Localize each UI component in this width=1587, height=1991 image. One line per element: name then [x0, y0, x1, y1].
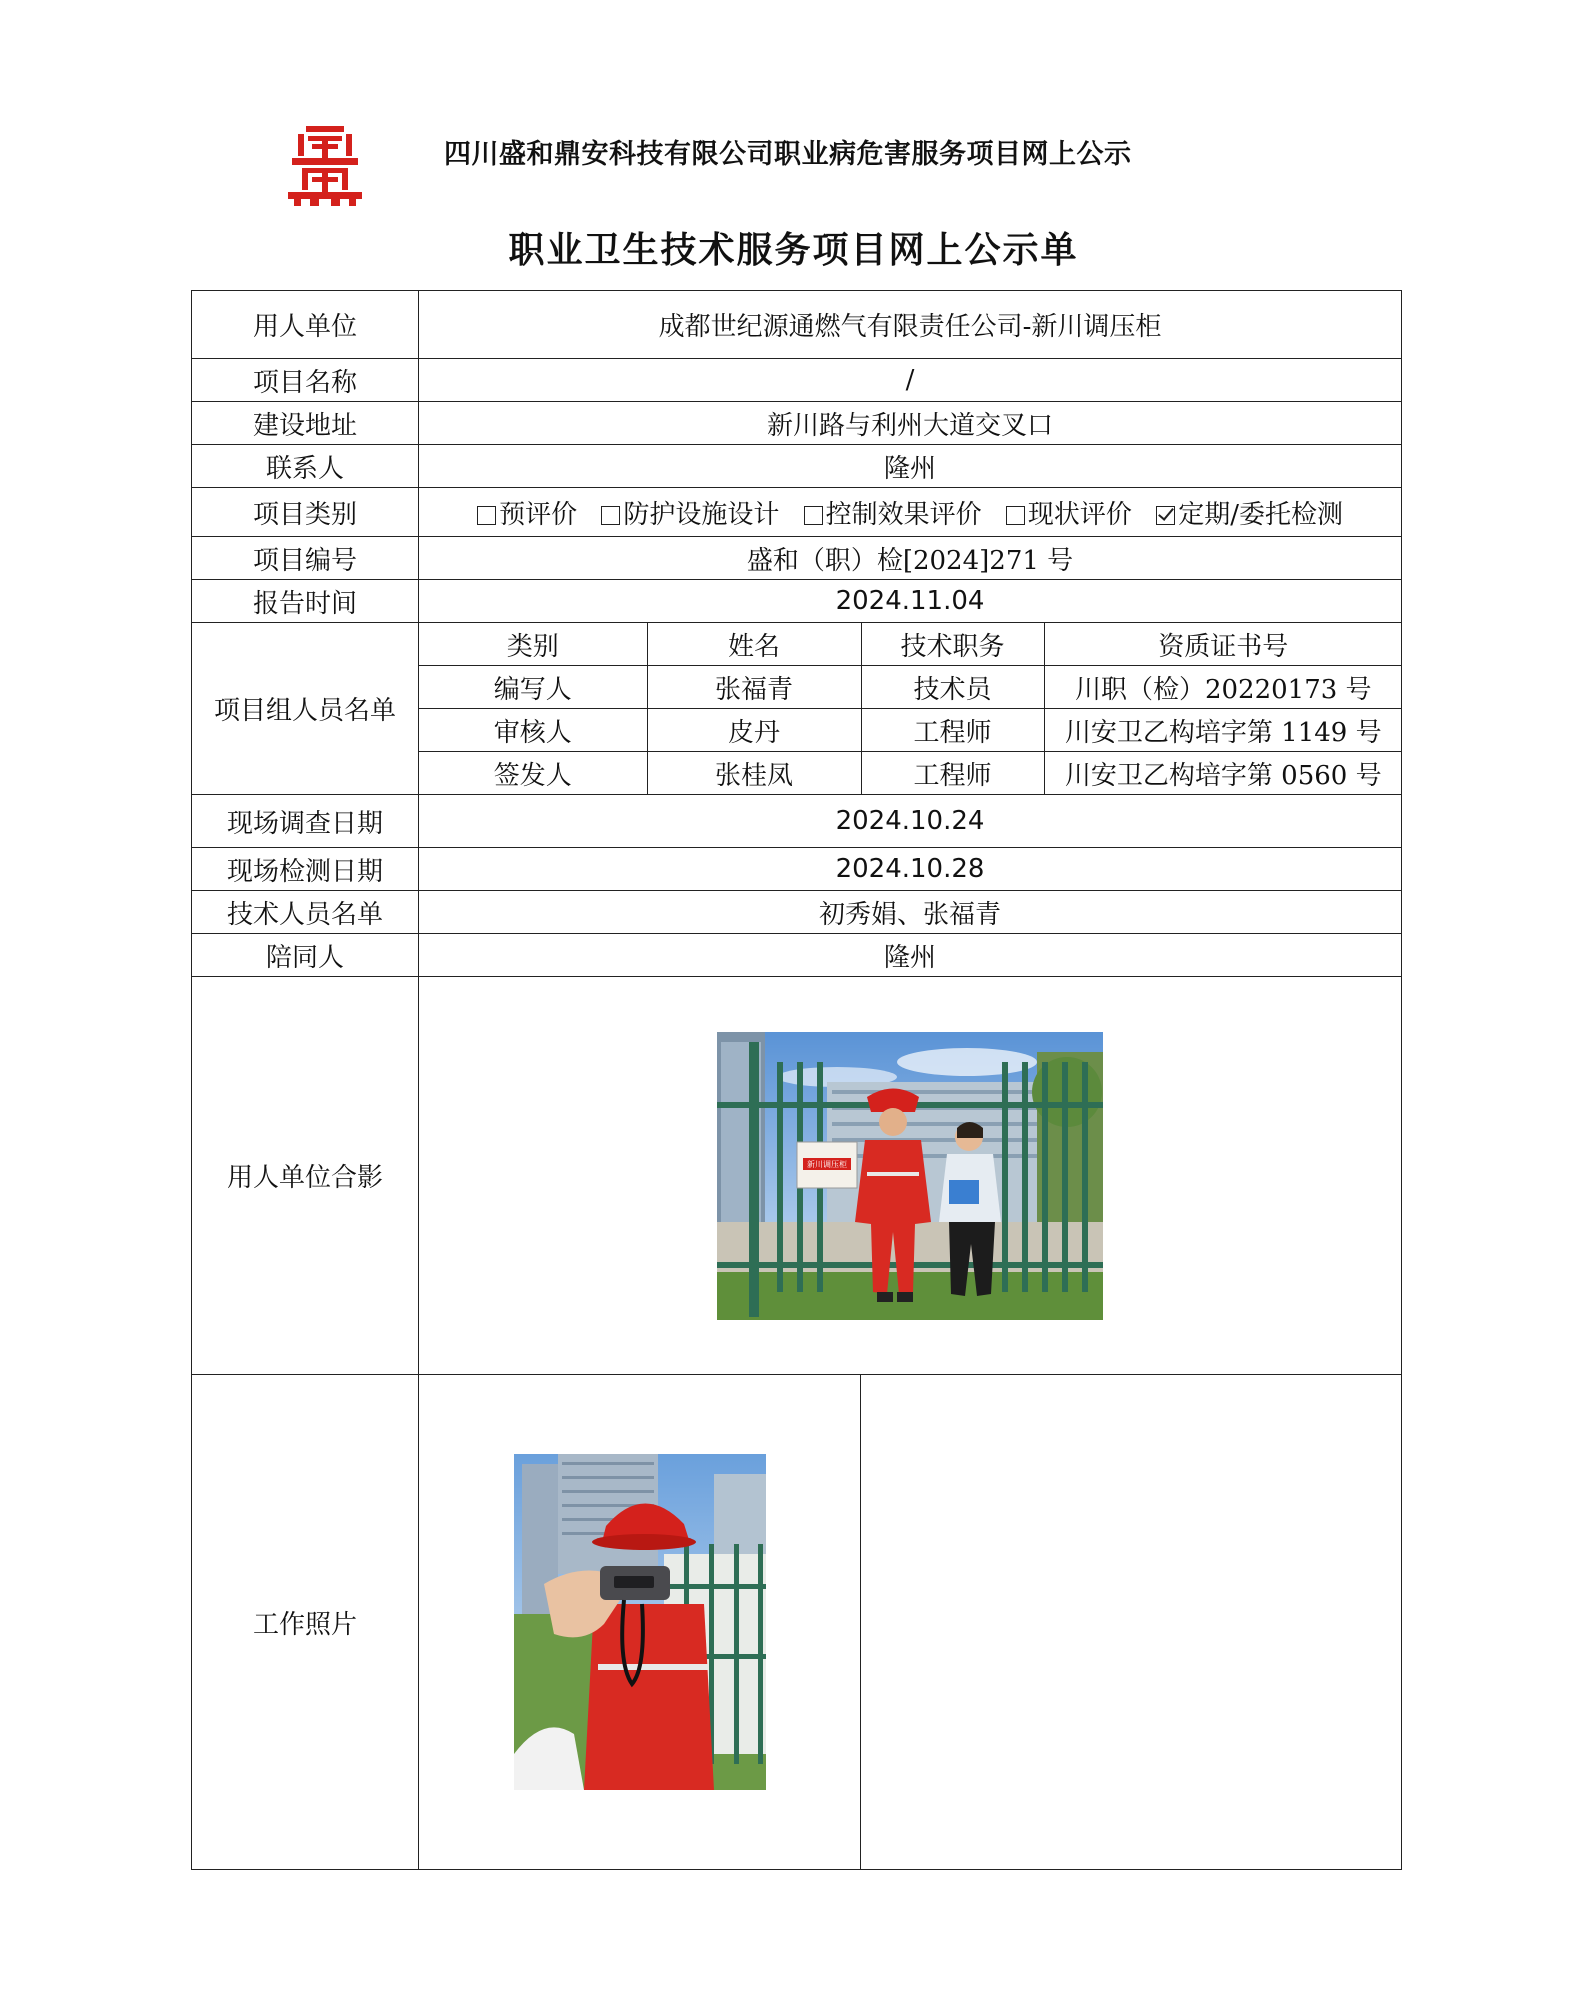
- team-header-row: [419, 623, 1402, 666]
- empty-photo-cell: [861, 1375, 1402, 1870]
- row-contact: [192, 445, 1402, 488]
- checkbox-unchecked-icon: [601, 506, 620, 525]
- team-cell-name: 皮丹: [647, 709, 861, 752]
- address-label: 建设地址: [192, 402, 419, 445]
- row-work-photo: [192, 1375, 1402, 1870]
- technicians-value: 初秀娟、张福青: [419, 891, 1402, 934]
- project-no-label: 项目编号: [192, 537, 419, 580]
- category-label: 项目类别: [192, 488, 419, 537]
- team-cell-certificate: 川安卫乙构培字第 0560 号: [1044, 752, 1402, 795]
- test-date-label: 现场检测日期: [192, 848, 419, 891]
- company-line: 四川盛和鼎安科技有限公司职业病危害服务项目网上公示: [444, 139, 1132, 170]
- team-cell-title: 技术员: [861, 666, 1044, 709]
- report-time-label: 报告时间: [192, 580, 419, 623]
- team-table: [419, 623, 1402, 794]
- technicians-label: 技术人员名单: [192, 891, 419, 934]
- checkbox-checked-icon: [1156, 506, 1175, 525]
- page-header: [288, 126, 1288, 206]
- team-cell-name: 张桂凤: [647, 752, 861, 795]
- row-test-date: [192, 848, 1402, 891]
- row-address: [192, 402, 1402, 445]
- employer-value: 成都世纪源通燃气有限责任公司-新川调压柜: [419, 291, 1402, 359]
- team-cell-name: 张福青: [647, 666, 861, 709]
- contact-label: 联系人: [192, 445, 419, 488]
- survey-date-value: 2024.10.24: [419, 795, 1402, 848]
- category-options: [419, 488, 1402, 537]
- checkbox-unchecked-icon: [804, 506, 823, 525]
- team-cell-role: 审核人: [419, 709, 647, 752]
- row-project-name: [192, 359, 1402, 402]
- team-cell-title: 工程师: [861, 752, 1044, 795]
- group-photo-label: 用人单位合影: [192, 977, 419, 1375]
- team-cell-title: 工程师: [861, 709, 1044, 752]
- company-logo-icon: [288, 126, 362, 206]
- work-photo-label: 工作照片: [192, 1375, 419, 1870]
- category-option-control-effect: 控制效果评价: [804, 500, 982, 530]
- work-photo: [514, 1454, 766, 1790]
- team-header-name: 姓名: [647, 623, 861, 666]
- row-project-no: [192, 537, 1402, 580]
- checkbox-unchecked-icon: [477, 506, 496, 525]
- row-employer: [192, 291, 1402, 359]
- checkbox-unchecked-icon: [1006, 506, 1025, 525]
- row-companion: [192, 934, 1402, 977]
- project-no-value: 盛和（职）检[2024]271 号: [419, 537, 1402, 580]
- category-option-periodic-testing: 定期/委托检测: [1156, 500, 1343, 530]
- team-header-category: 类别: [419, 623, 647, 666]
- survey-date-label: 现场调查日期: [192, 795, 419, 848]
- companion-label: 陪同人: [192, 934, 419, 977]
- row-survey-date: [192, 795, 1402, 848]
- team-row: [419, 709, 1402, 752]
- team-label: 项目组人员名单: [192, 623, 419, 795]
- team-row: [419, 666, 1402, 709]
- project-name-value: /: [419, 359, 1402, 402]
- row-team: [192, 623, 1402, 795]
- address-value: 新川路与利州大道交叉口: [419, 402, 1402, 445]
- category-option-current-status: 现状评价: [1006, 500, 1132, 530]
- team-cell-role: 编写人: [419, 666, 647, 709]
- team-cell-certificate: 川职（检）20220173 号: [1044, 666, 1402, 709]
- team-cell-certificate: 川安卫乙构培字第 1149 号: [1044, 709, 1402, 752]
- row-category: [192, 488, 1402, 537]
- team-header-certificate: 资质证书号: [1044, 623, 1402, 666]
- employer-label: 用人单位: [192, 291, 419, 359]
- row-technicians: [192, 891, 1402, 934]
- group-photo: [717, 1032, 1103, 1320]
- sign-text: 新川调压柜: [807, 1159, 847, 1169]
- test-date-value: 2024.10.28: [419, 848, 1402, 891]
- team-cell-role: 签发人: [419, 752, 647, 795]
- team-header-title: 技术职务: [861, 623, 1044, 666]
- document-title: 职业卫生技术服务项目网上公示单: [508, 229, 1079, 271]
- row-report-time: [192, 580, 1402, 623]
- category-option-protection-design: 防护设施设计: [601, 500, 779, 530]
- contact-value: 隆州: [419, 445, 1402, 488]
- project-name-label: 项目名称: [192, 359, 419, 402]
- category-option-pre-assessment: 预评价: [477, 500, 577, 530]
- team-row: [419, 752, 1402, 795]
- row-group-photo: [192, 977, 1402, 1375]
- notice-table: [191, 290, 1402, 1870]
- companion-value: 隆州: [419, 934, 1402, 977]
- report-time-value: 2024.11.04: [419, 580, 1402, 623]
